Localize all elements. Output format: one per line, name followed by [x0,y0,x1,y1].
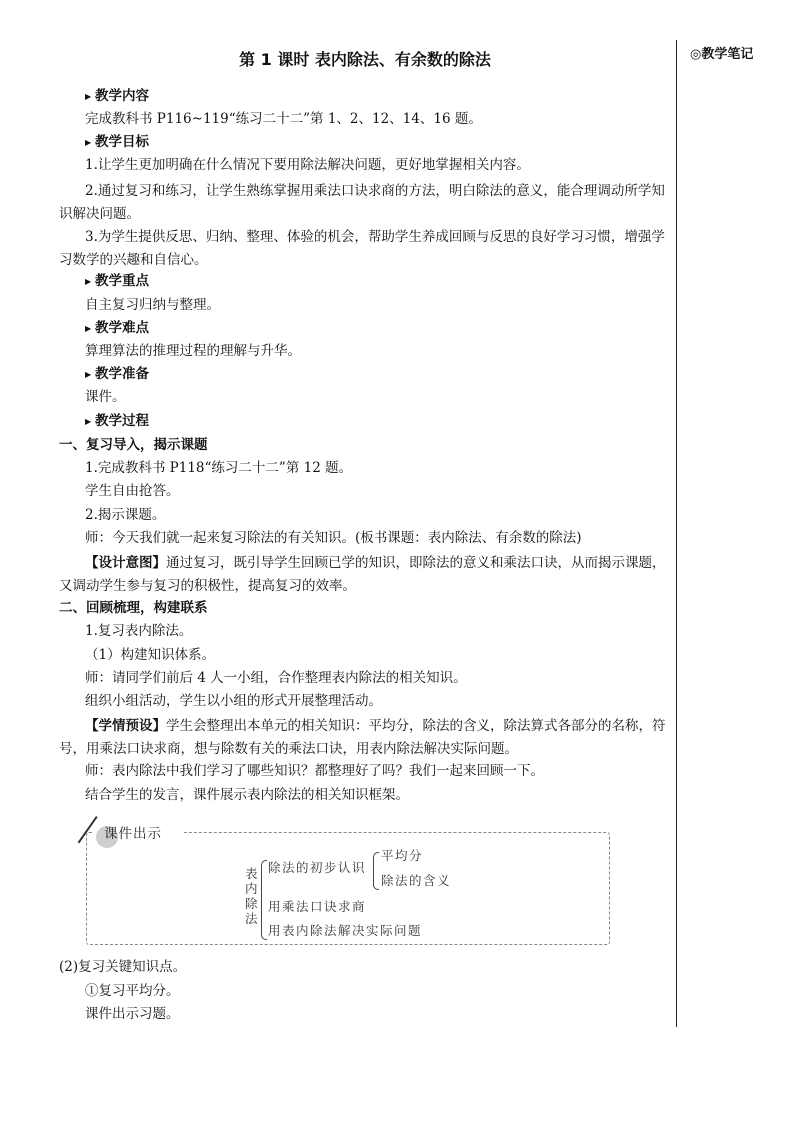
tree-leaf-meaning-of-division: 除法的含义 [381,873,452,888]
section-heading-goals: ▶ 教学目标 [85,134,149,150]
teaching-notes-label: ◎教学笔记 [690,47,754,62]
triangle-bullet-icon: ▶ [85,370,92,379]
part-2-line-4: 组织小组活动，学生以小组的形式开展整理活动。 [85,693,382,709]
tree-branch-solve-problems: 用表内除法解决实际问题 [268,923,423,938]
goal-3: 3.为学生提供反思、归纳、整理、体验的机会，帮助学生养成回顾与反思的良好学习习惯，增强学习数学的兴趣和自信心。 [59,229,665,268]
tree-root: 表内除法 [245,866,260,926]
part-1-line-2: 学生自由抢答。 [85,483,180,499]
preparation-text: 课件。 [85,389,126,405]
content-text: 完成教科书 P116~119“练习二十二”第 1、2、12、14、16 题。 [85,111,482,127]
after-line-2: ①复习平均分。 [85,983,180,999]
tree-branch-multiplication-table: 用乘法口诀求商 [268,899,367,914]
part-2-line-2: （1）构建知识体系。 [85,647,216,663]
part-2-heading: 二、回顾梳理，构建联系 [59,600,208,616]
part-2-line-1: 1.复习表内除法。 [85,623,193,639]
page-title: 第 1 课时 表内除法、有余数的除法 [239,50,491,69]
tree-branch-initial-understanding: 除法的初步认识 [268,860,367,875]
notes-divider [676,40,677,1027]
courseware-label: 课件出示 [104,826,162,842]
section-heading-process: ▶ 教学过程 [85,413,149,429]
after-line-1: (2)复习关键知识点。 [59,959,187,975]
triangle-bullet-icon: ▶ [85,417,92,426]
key-points-text: 自主复习归纳与整理。 [85,297,220,313]
tree-leaf-equal-sharing: 平均分 [381,848,424,863]
section-heading-content: ▶ 教学内容 [85,88,149,104]
after-line-3: 课件出示习题。 [85,1006,180,1022]
goal-2: 2.通过复习和练习，让学生熟练掌握用乘法口诀求商的方法，明白除法的意义，能合理调动所学知识解决问题。 [59,183,665,222]
triangle-bullet-icon: ▶ [85,138,92,147]
triangle-bullet-icon: ▶ [85,324,92,333]
goal-1: 1.让学生更加明确在什么情况下要用除法解决问题，更好地掌握相关内容。 [85,157,530,173]
section-heading-preparation: ▶ 教学准备 [85,366,149,382]
part-2-line-6: 结合学生的发言，课件展示表内除法的相关知识框架。 [85,787,409,803]
part-1-line-3: 2.揭示课题。 [85,507,166,523]
learning-prediction: 【学情预设】学生会整理出本单元的相关知识：平均分，除法的含义，除法算式各部分的名称，符号，用乘法口诀求商，想与除数有关的乘法口诀，用表内除法解决实际问题。 [59,718,666,757]
section-heading-difficulties: ▶ 教学难点 [85,320,149,336]
part-1-heading: 一、复习导入，揭示课题 [59,437,208,453]
part-2-line-3: 师：请同学们前后 4 人一小组，合作整理表内除法的相关知识。 [85,670,467,686]
brace-main [261,860,267,940]
triangle-bullet-icon: ▶ [85,92,92,101]
design-intent: 【设计意图】通过复习，既引导学生回顾已学的知识，即除法的意义和乘法口诀，从而揭示课题，又调动学生参与复习的积极性，提高复习的效率。 [59,555,666,594]
section-heading-key-points: ▶ 教学重点 [85,273,149,289]
part-2-line-5: 师：表内除法中我们学习了哪些知识？都整理好了吗？我们一起来回顾一下。 [85,763,544,779]
part-1-line-4: 师：今天我们就一起来复习除法的有关知识。(板书课题：表内除法、有余数的除法) [85,530,582,546]
triangle-bullet-icon: ▶ [85,277,92,286]
brace-sub [373,852,379,890]
difficulties-text: 算理算法的推理过程的理解与升华。 [85,343,301,359]
part-1-line-1: 1.完成教科书 P118“练习二十二”第 12 题。 [85,460,353,476]
